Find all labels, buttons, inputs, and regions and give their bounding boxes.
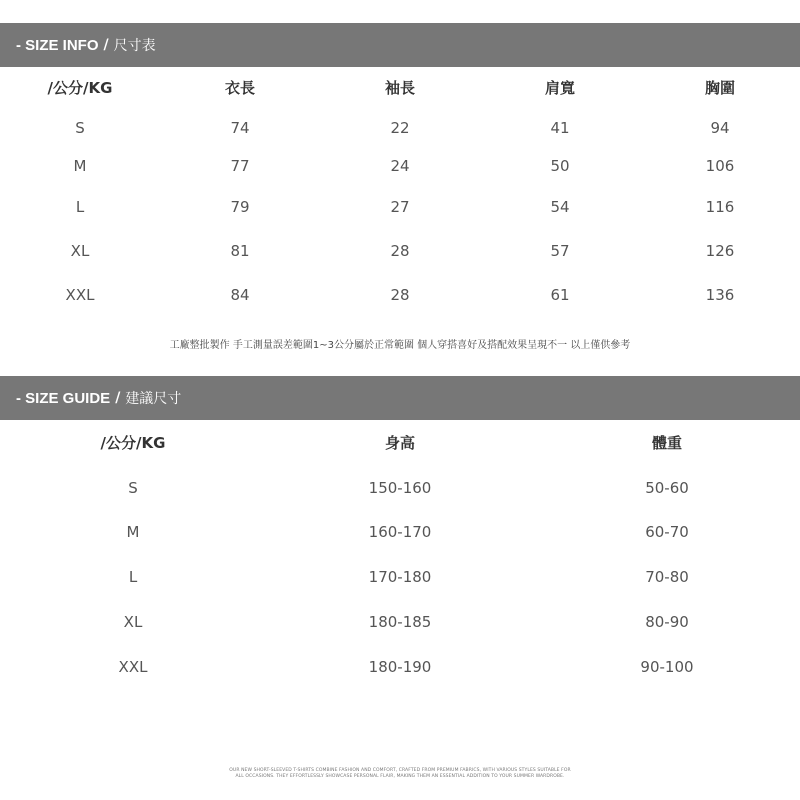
chest-value: 116 [705, 198, 735, 216]
sleeve-value: 28 [390, 286, 410, 304]
height-value: 150-160 [368, 479, 432, 497]
chest-value: 136 [705, 286, 735, 304]
weight-value: 90-100 [640, 658, 694, 676]
shoulder-value: 61 [550, 286, 570, 304]
size-label: M [73, 157, 87, 175]
weight-value: 60-70 [645, 523, 689, 541]
chest-value: 94 [710, 119, 730, 137]
size-label: L [75, 198, 85, 216]
table-row [0, 517, 800, 547]
size-guide-col-unit: /公分/KG [100, 434, 166, 452]
size-label: XL [123, 613, 143, 631]
size-guide-header-row [0, 428, 800, 458]
length-value: 84 [230, 286, 250, 304]
shoulder-value: 57 [550, 242, 570, 260]
length-value: 81 [230, 242, 250, 260]
height-value: 170-180 [368, 568, 432, 586]
shoulder-value: 50 [550, 157, 570, 175]
size-guide-header-separator: / [115, 390, 121, 406]
size-info-col-length: 衣長 [224, 79, 256, 97]
size-info-col-shoulder: 肩寬 [544, 79, 576, 97]
size-label: L [128, 568, 138, 586]
table-row [0, 113, 800, 143]
size-info-header-zh: 尺寸表 [113, 38, 156, 54]
sleeve-value: 28 [390, 242, 410, 260]
size-label: M [126, 523, 140, 541]
size-label: XXL [65, 286, 95, 304]
height-value: 180-185 [368, 613, 432, 631]
sleeve-value: 27 [390, 198, 410, 216]
size-guide-header-zh: 建議尺寸 [125, 391, 182, 407]
weight-value: 50-60 [645, 479, 689, 497]
length-value: 79 [230, 198, 250, 216]
size-guide-col-weight: 體重 [651, 434, 683, 452]
table-row [0, 151, 800, 181]
size-info-header-en: - SIZE INFO [16, 36, 99, 54]
size-guide-header [0, 376, 800, 420]
chest-value: 126 [705, 242, 735, 260]
size-guide-header-en: - SIZE GUIDE [16, 389, 111, 407]
size-info-col-unit: /公分/KG [47, 79, 113, 97]
table-row [0, 280, 800, 310]
length-value: 74 [230, 119, 250, 137]
size-guide-col-height: 身高 [384, 434, 416, 452]
shoulder-value: 41 [550, 119, 570, 137]
size-info-header [0, 23, 800, 67]
table-row [0, 473, 800, 503]
footer-fine-print [0, 768, 800, 780]
measurement-note: 工廠整批製作 手工測量誤差範圍1~3公分屬於正常範圍 個人穿搭喜好及搭配效果呈現不一 以上僅供參考 [169, 340, 631, 351]
height-value: 180-190 [368, 658, 432, 676]
table-row [0, 562, 800, 592]
table-row [0, 652, 800, 682]
footer-line-2: ALL OCCASIONS. THEY EFFORTLESSLY SHOWCASE PERSONAL FLAIR, MAKING THEM AN ESSENTIAL ADDITION TO YOUR SUMMER WARDROBE. [235, 774, 565, 779]
size-label: XL [70, 242, 90, 260]
sleeve-value: 24 [390, 157, 410, 175]
weight-value: 80-90 [645, 613, 689, 631]
size-info-header-row [0, 73, 800, 103]
size-info-col-sleeve: 袖長 [384, 79, 416, 97]
size-label: XXL [118, 658, 148, 676]
chest-value: 106 [705, 157, 735, 175]
size-label: S [128, 479, 138, 497]
footer-line-1: OUR NEW SHORT-SLEEVED T-SHIRTS COMBINE FASHION AND COMFORT, CRAFTED FROM PREMIUM FABRICS, WITH VARIOUS STYLES SUITABLE FOR [229, 768, 571, 773]
table-row [0, 192, 800, 222]
table-row [0, 607, 800, 637]
size-info-col-chest: 胸圍 [704, 79, 736, 97]
size-label: S [75, 119, 85, 137]
size-info-header-separator: / [103, 37, 109, 53]
weight-value: 70-80 [645, 568, 689, 586]
shoulder-value: 54 [550, 198, 570, 216]
table-row [0, 236, 800, 266]
length-value: 77 [230, 157, 250, 175]
sleeve-value: 22 [390, 119, 410, 137]
height-value: 160-170 [368, 523, 432, 541]
